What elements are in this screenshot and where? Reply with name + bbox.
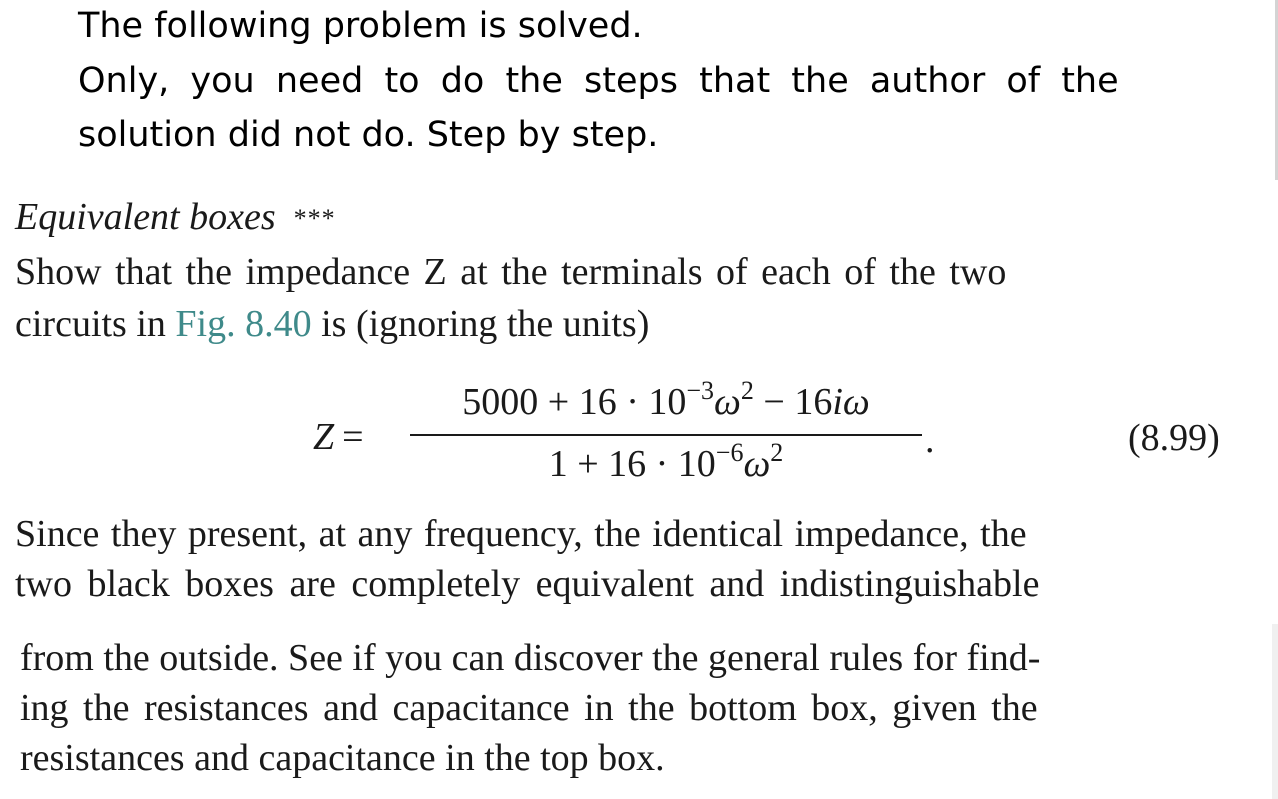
figure-reference-link[interactable]: Fig. 8.40: [175, 303, 312, 345]
problem-title: [15, 195, 336, 239]
fraction-denominator: [410, 438, 922, 486]
numerator-exponent-2: 2: [740, 376, 754, 405]
snippet-divider: [0, 616, 1278, 624]
numerator-exponent-1: −3: [686, 376, 715, 405]
paragraph-1-line-2-pre: circuits in: [15, 303, 176, 345]
equation-number: (8.99): [1128, 417, 1220, 459]
instruction-panel: [0, 0, 1278, 180]
paragraph-2-line-2: two black boxes are completely equivalent and indistinguishable: [15, 563, 1040, 605]
equation-lhs: [313, 415, 364, 459]
paragraph-1-line-2-post: is (ignoring the units): [311, 303, 650, 345]
instruction-line-1: The following problem is solved.: [78, 6, 643, 46]
numerator-part-a: 5000 + 16 · 10: [462, 381, 687, 423]
difficulty-stars: ***: [293, 204, 336, 233]
denominator-part-a: 1 + 16 · 10: [548, 443, 716, 485]
impedance-equation: [0, 376, 1278, 490]
numerator-part-c: − 16: [753, 381, 833, 423]
paragraph-3-line-2: ing the resistances and capacitance in the bottom box, given the: [20, 687, 1038, 729]
paragraph-3-line-3: resistances and capacitance in the top box.: [20, 737, 665, 779]
paragraph-1-line-2: [15, 302, 649, 346]
denominator-exponent-2: 2: [770, 438, 784, 467]
paragraph-2-line-1: Since they present, at any frequency, the identical impedance, the: [15, 513, 1027, 555]
snippet-edge: [1272, 624, 1278, 799]
numerator-i-omega: iω: [832, 381, 870, 423]
paragraph-3-line-1: from the outside. See if you can discover the general rules for find-: [20, 637, 1041, 679]
problem-title-text: Equivalent boxes: [15, 196, 276, 238]
equation-variable: Z: [313, 416, 335, 458]
numerator-omega: ω: [714, 381, 741, 423]
equation-period: .: [925, 419, 935, 461]
paragraph-1-line-1: Show that the impedance Z at the terminals of each of the two: [15, 251, 1007, 293]
denominator-omega: ω: [743, 443, 771, 485]
fraction-numerator: [410, 376, 922, 424]
fraction-bar: [410, 434, 922, 436]
equals-sign: =: [342, 416, 364, 458]
instruction-line-2: Only, you need to do the steps that the author of the: [78, 61, 1119, 101]
denominator-exponent-1: −6: [715, 438, 744, 467]
instruction-line-3: solution did not do. Step by step.: [78, 115, 659, 155]
